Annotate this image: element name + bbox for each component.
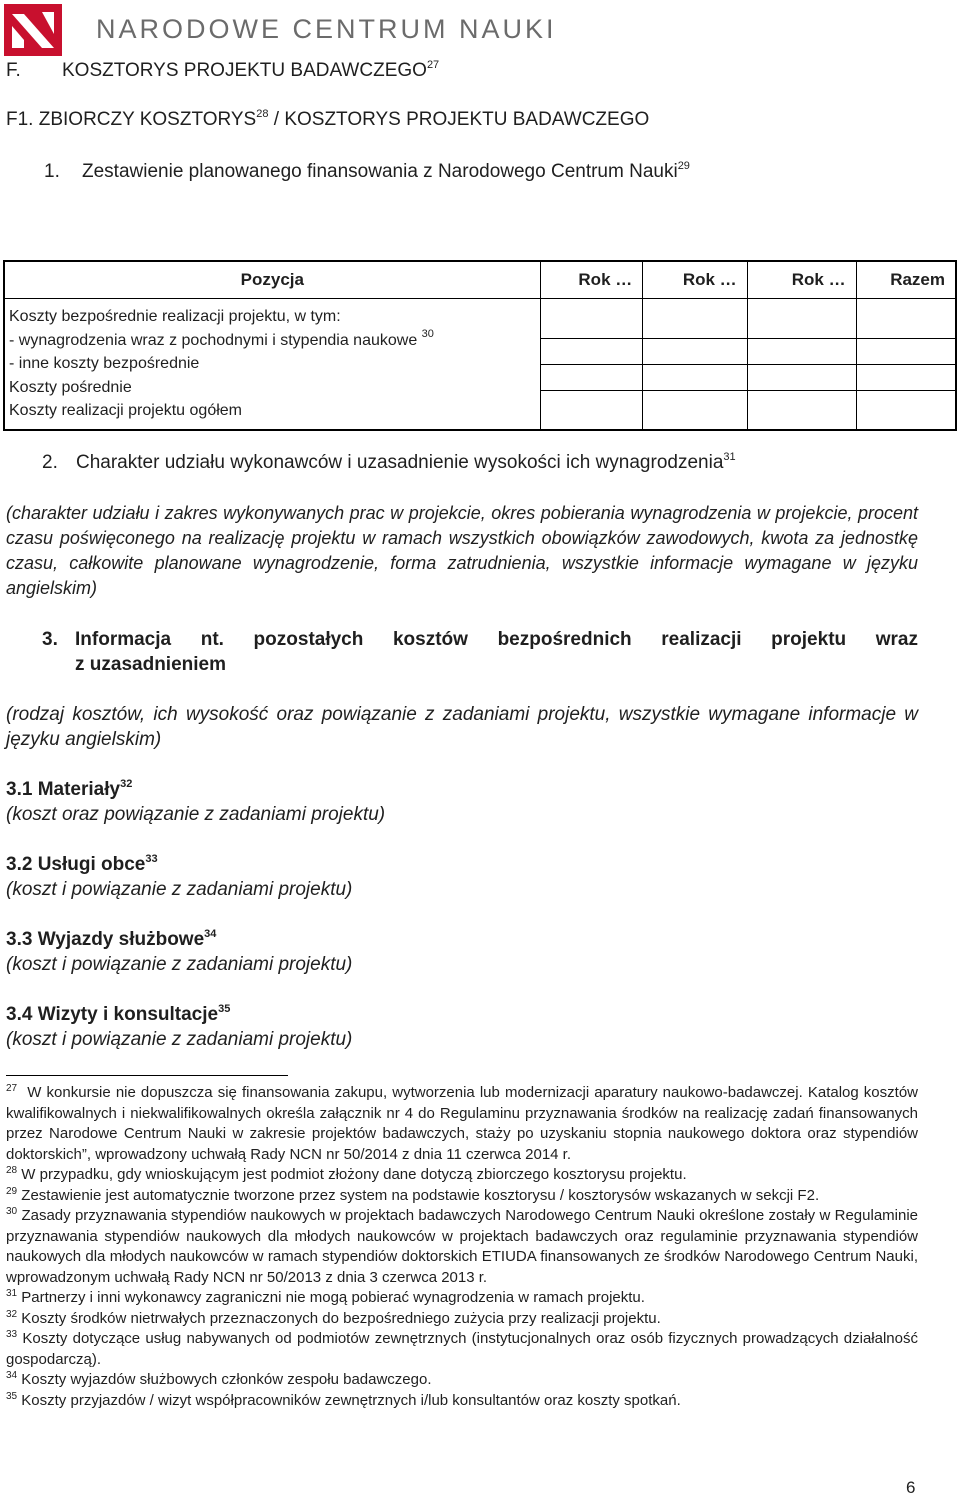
footnote-divider [6, 1075, 288, 1076]
value-cell[interactable] [856, 339, 956, 365]
subsection-services [6, 852, 352, 902]
section-f-heading [6, 60, 439, 82]
row-label: Koszty realizacji projektu ogółem [9, 402, 242, 419]
section-f1-title-cont: / KOSZTORYS PROJEKTU BADAWCZEGO [268, 109, 650, 130]
value-cell[interactable] [856, 391, 956, 431]
footnote: $^{33}$ Koszty dotyczące usług nabywanych od podmiotów zewnętrznych (instytucjonalnych oraz osób fizycznych prowadzących działalność gospodarczą). [6, 1329, 918, 1368]
footnote: $^{35}$ Koszty przyjazdów / wizyt współpracowników zewnętrznych i/lub konsultantów oraz koszty spotkań. [6, 1390, 681, 1409]
value-cell[interactable] [643, 339, 747, 365]
subsection-description: (koszt i powiązanie z zadaniami projektu) [6, 954, 353, 975]
section-f-title: KOSZTORYS PROJEKTU BADAWCZEGO [62, 60, 427, 81]
column-header: Razem [856, 261, 956, 299]
section-3-title-cont: z uzasadnieniem [75, 654, 226, 675]
budget-table [3, 260, 957, 431]
value-cell[interactable] [643, 391, 747, 431]
subsection-materials [6, 777, 385, 827]
subsection-description: (koszt i powiązanie z zadaniami projektu) [6, 1029, 353, 1050]
footnote-ref[interactable]: 34 [204, 928, 217, 940]
row-label: Koszty pośrednie [9, 378, 132, 396]
row-label: Koszty bezpośrednie realizacji projektu, w tym: [9, 308, 341, 325]
footnote: $^{32}$ Koszty środków nietrwałych przeznaczonych do bezpośredniego zużycia przy realizacji projektu. [6, 1308, 661, 1327]
footnotes [6, 1083, 918, 1411]
subsection-title: 3.4 Wizyty i konsultacje [6, 1004, 219, 1025]
value-cell[interactable] [747, 339, 856, 365]
value-cell[interactable] [643, 365, 747, 391]
footnote-ref[interactable]: 30 [421, 327, 434, 340]
section-number: 3. [42, 629, 58, 650]
subsection-trips [6, 927, 352, 977]
column-header: Rok … [747, 261, 856, 299]
value-cell[interactable] [856, 365, 956, 391]
section-f1-heading [6, 109, 649, 131]
row-label: - wynagrodzenia wraz z pochodnymi i stypendia naukowe $^{30}$ [9, 327, 434, 349]
page-number: 6 [906, 1478, 916, 1497]
footnote-ref[interactable]: 35 [218, 1003, 231, 1015]
subsection-visits [6, 1002, 352, 1052]
value-cell[interactable] [540, 365, 643, 391]
subsection-description: (koszt i powiązanie z zadaniami projektu) [6, 879, 353, 900]
value-cell[interactable] [540, 339, 643, 365]
subsection-title: 3.2 Usługi obce [6, 854, 146, 875]
subsection-title: 3.3 Wyjazdy służbowe [6, 929, 205, 950]
ncn-logo-icon [4, 4, 62, 56]
value-cell[interactable] [856, 299, 956, 339]
section-3-description: (rodzaj kosztów, ich wysokość oraz powiązanie z zadaniami projektu, wszystkie wymagane informacje w języku angielskim) [6, 704, 918, 750]
value-cell[interactable] [747, 391, 856, 431]
section-f-letter: F. [6, 60, 21, 81]
page-header [4, 4, 564, 56]
section-2-description: (charakter udziału i zakres wykonywanych prac w projekcie, okres pobierania wynagrodzenia w projekcie, procent czasu poświęconego na realizację projektu w ramach wszystkich obowiązków zawodowych, kwota za jednostkę czasu, całkowite planowane wynagrodzenie, forma zatrudnienia, wszystkie informacje wymagane w języku angielskim) [6, 503, 918, 598]
table-header-row [4, 261, 956, 299]
section-2-heading [42, 452, 736, 474]
footnote: $^{34}$ Koszty wyjazdów służbowych członków zespołu badawczego. [6, 1370, 432, 1388]
section-f1-title: F1. ZBIORCZY KOSZTORYS [6, 109, 257, 130]
value-cell[interactable] [540, 299, 643, 339]
column-header: Rok … [643, 261, 747, 299]
row-labels-cell [4, 299, 540, 431]
section-1-title: Zestawienie planowanego finansowania z Narodowego Centrum Nauki [82, 161, 678, 182]
section-2-title: Charakter udziału wykonawców i uzasadnienie wysokości ich wynagrodzenia [76, 452, 724, 473]
footnote-ref[interactable]: 31 [723, 451, 736, 463]
section-3-title: Informacja nt. pozostałych kosztów bezpośrednich realizacji projektu wraz [75, 629, 918, 650]
subsection-description: (koszt oraz powiązanie z zadaniami projektu) [6, 804, 386, 825]
footnote: $^{28}$ W przypadku, gdy wnioskującym jest podmiot złożony dane dotyczą zbiorczego kosztorysu projektu. [6, 1165, 687, 1183]
row-label: - inne koszty bezpośrednie [9, 355, 200, 372]
footnote-ref[interactable]: 27 [426, 59, 440, 71]
footnote: $^{27}$ W konkursie nie dopuszcza się finansowania zakupu, wytworzenia lub modernizacji aparatury naukowo-badawczej. Katalog kosztów kwalifikowalnych i niekwalifikowalnych określa załącznik nr 4 do Regulaminu przyznawania środków na realizację zadań finansowanych przez Narodowe Centrum Nauki w zakresie projektów badawczych, staży po uzyskaniu stopnia naukowego doktora oraz stypendiów doktorskich”, wprowadzony uchwałą Rady NCN nr 50/2014 z dnia 11 czerwca 2014 r. [6, 1083, 918, 1163]
value-cell[interactable] [747, 365, 856, 391]
table-row [4, 299, 956, 339]
footnote: $^{29}$ Zestawienie jest automatycznie tworzone przez system na podstawie kosztorysu / kosztorysów wskazanych w sekcji F2. [6, 1185, 820, 1204]
footnote: $^{30}$ Zasady przyznawania stypendiów naukowych w projektach badawczych Narodowego Centrum Nauki określone zostały w Regulaminie przyznawania stypendiów naukowych dla młodych naukowców w projektach badawczych oraz regulaminie przyznawania stypendiów naukowych dla młodych naukowców w ramach stypendiów doktorskich ETIUDA finansowanych ze środków Narodowego Centrum Nauki, wprowadzonym uchwałą Rady NCN nr 50/2013 z dnia 3 czerwca 2013 r. [6, 1206, 919, 1286]
footnote: $^{31}$ Partnerzy i inni wykonawcy zagraniczni nie mogą pobierać wynagrodzenia w ramach projektu. [6, 1288, 645, 1306]
footnote-ref[interactable]: 28 [256, 108, 269, 120]
section-number: 2. [42, 452, 58, 473]
column-header: Pozycja [4, 261, 540, 299]
footnote-ref[interactable]: 29 [677, 160, 690, 172]
column-header: Rok … [540, 261, 643, 299]
value-cell[interactable] [747, 299, 856, 339]
value-cell[interactable] [540, 391, 643, 431]
footnote-ref[interactable]: 32 [120, 778, 133, 790]
section-1-heading [44, 161, 690, 183]
org-name: NARODOWE CENTRUM NAUKI [96, 14, 557, 44]
section-3-heading [42, 627, 918, 677]
section-number: 1. [44, 161, 60, 182]
subsection-title: 3.1 Materiały [6, 779, 121, 800]
value-cell[interactable] [643, 299, 747, 339]
footnote-ref[interactable]: 33 [145, 853, 158, 865]
